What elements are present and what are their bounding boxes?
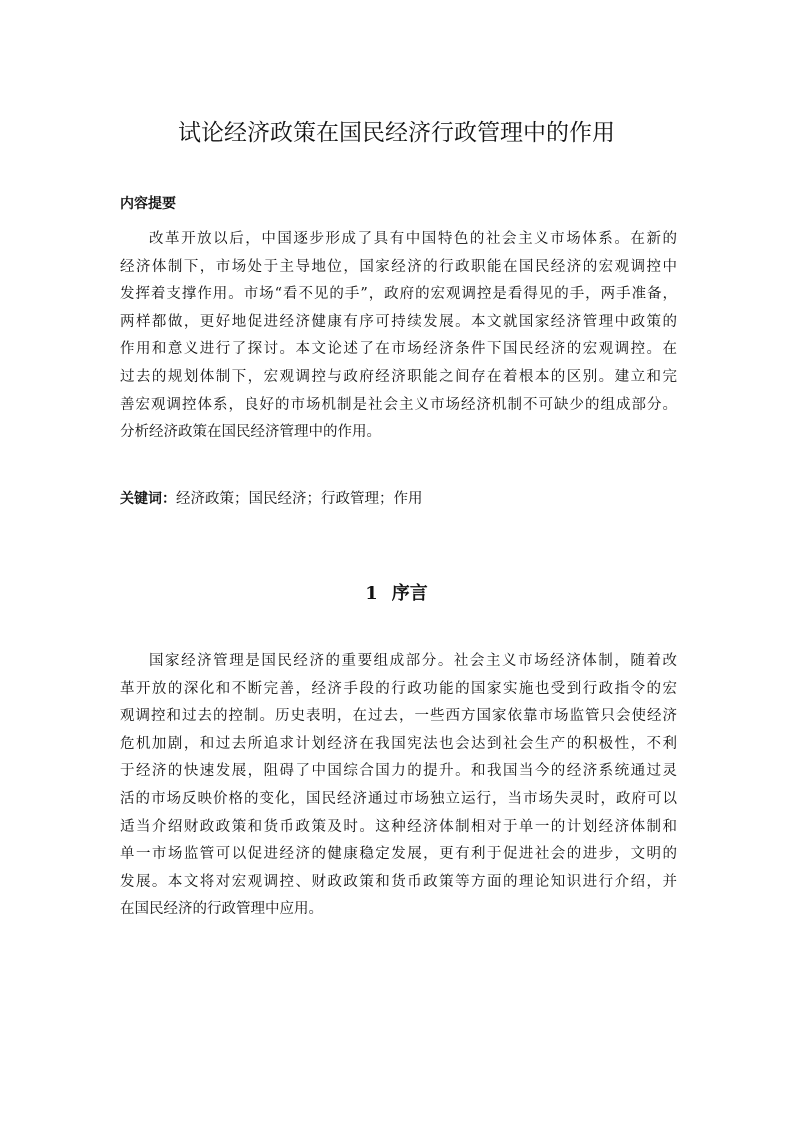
abstract-line: 过去的规划体制下，宏观调控与政府经济职能之间存在着根本的区别。建立和完 [120,368,677,385]
section-line: 适当介绍财政政策和货币政策及时。这种经济体制相对于单一的计划经济体制和 [120,818,677,835]
section-line: 国家经济管理是国民经济的重要组成部分。社会主义市场经济体制，随着改 [149,653,677,669]
abstract-line: 分析经济政策在国民经济管理中的作用。 [120,424,381,441]
section-line: 危机加剧，和过去所追求计划经济在我国宪法也会达到社会生产的积极性，不利 [120,735,677,752]
abstract-line: 善宏观调控体系，良好的市场机制是社会主义市场经济机制不可缺少的组成部分。 [120,396,677,413]
section-line: 观调控和过去的控制。历史表明，在过去，一些西方国家依靠市场监管只会使经济 [120,708,677,725]
abstract-line: 两样都做，更好地促进经济健康有序可持续发展。本文就国家经济管理中政策的 [120,313,677,330]
keywords-text: 经济政策；国民经济；行政管理；作用 [176,491,423,507]
section-number: 1 [365,583,378,604]
section-heading [0,580,793,608]
abstract-line: 改革开放以后，中国逐步形成了具有中国特色的社会主义市场体系。在新的 [149,231,677,247]
paper-title: 试论经济政策在国民经济行政管理中的作用 [178,120,615,146]
section-line: 于经济的快速发展，阻碍了中国综合国力的提升。和我国当今的经济系统通过灵 [120,763,677,780]
section-line: 革开放的深化和不断完善，经济手段的行政功能的国家实施也受到行政指令的宏 [120,680,677,697]
abstract-heading: 内容提要 [120,196,176,212]
abstract-line: 作用和意义进行了探讨。本文论述了在市场经济条件下国民经济的宏观调控。在 [120,341,677,358]
section-line: 发展。本文将对宏观调控、财政政策和货币政策等方面的理论知识进行介绍，并 [120,873,677,890]
section-body [120,648,677,924]
abstract-line: 发挥着支撑作用。市场“看不见的手”，政府的宏观调控是看得见的手，两手准备， [120,286,677,303]
section-title: 序言 [391,583,428,604]
keywords-label: 关键词： [120,491,176,507]
section-line: 活的市场反映价格的变化，国民经济通过市场独立运行，当市场失灵时，政府可以 [120,790,677,807]
abstract-line: 经济体制下，市场处于主导地位，国家经济的行政职能在国民经济的宏观调控中 [120,258,677,275]
section-line: 单一市场监管可以促进经济的健康稳定发展，更有利于促进社会的进步，文明的 [120,846,677,863]
section-line: 在国民经济的行政管理中应用。 [120,901,323,918]
abstract-body [120,226,677,447]
keywords [120,487,423,511]
